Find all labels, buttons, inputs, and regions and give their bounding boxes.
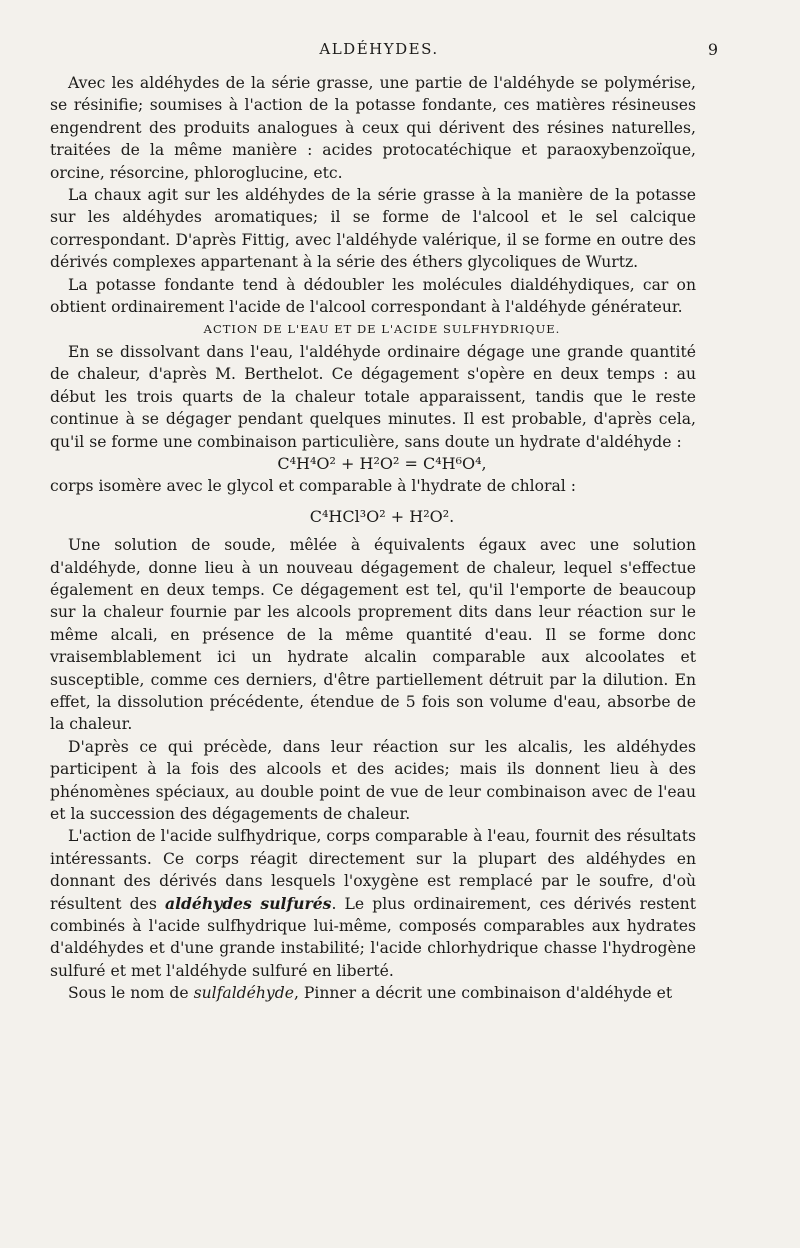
term-aldehydes-sulfures: aldéhydes sulfurés — [164, 893, 332, 913]
paragraph-9-text-a: Sous le nom de — [68, 984, 194, 1003]
page-body — [50, 72, 696, 1005]
paragraph-6: Une solution de soude, mêlée à équivalents égaux avec une solution d'aldéhyde, donne lieu à un nouveau dégagement de chaleur, lequel s'effectue également en deux temps. Ce dégagement est tel, qu'il l'emporte de beaucoup sur la chaleur fournie par les alcools proprement dits dans leur réaction sur le même alcali, en présence de la même quantité d'eau. Il se forme donc vraisemblablement ici un hydrate alcalin comparable aux alcoolates et susceptible, comme ces derniers, d'être partiellement détruit par la dilution. En effet, la dissolution précédente, étendue de 5 fois son volume d'eau, absorbe de la chaleur. — [50, 536, 696, 734]
page-number: 9 — [707, 40, 718, 59]
term-sulfaldehyde: sulfaldéhyde — [193, 984, 294, 1003]
formula-chloral-hydrate: C⁴HCl³O² + H²O². — [309, 506, 455, 526]
paragraph-8-text-b: . Le plus ordinairement, ces dérivés restent combinés à l'acide sulfhydrique lui-même, composés comparables aux hydrates d'aldéhydes et d'une grande instabilité; l'acide chlorhydrique chasse l'hydrogène sulfuré et met l'aldéhyde sulfuré en liberté. — [50, 894, 696, 980]
page-header — [50, 40, 718, 64]
section-heading: ACTION DE L'EAU ET DE L'ACIDE SULFHYDRIQUE. — [203, 322, 561, 337]
paragraph-7: D'après ce qui précède, dans leur réaction sur les alcalis, les aldéhydes participent à la fois des alcools et des acides; mais ils donnent lieu à des phénomènes spéciaux, au double point de vue de leur combinaison avec de l'eau et la succession des dégagements de chaleur. — [50, 737, 696, 823]
paragraph-3: La potasse fondante tend à dédoubler les molécules dialdéhydiques, car on obtient ordinairement l'acide de l'alcool correspondant à l'aldéhyde générateur. — [50, 275, 696, 317]
paragraph-4: En se dissolvant dans l'eau, l'aldéhyde ordinaire dégage une grande quantité de chaleur, d'après M. Berthelot. Ce dégagement s'opère en deux temps : au début les trois quarts de la chaleur totale apparaissent, tandis que le reste continue à se dégager pendant quelques minutes. Il est probable, d'après cela, qu'il se forme une combinaison particulière, sans doute un hydrate d'aldéhyde : — [50, 342, 696, 451]
formula-aldehyde-hydrate: C⁴H⁴O² + H²O² = C⁴H⁶O⁴, — [277, 453, 487, 473]
paragraph-8-text-a: L'action de l'acide sulfhydrique, corps comparable à l'eau, fournit des résultats intéressants. Ce corps réagit directement sur la plupart des aldéhydes en donnant des dérivés dans lesquels l'oxygène est remplacé par le soufre, d'où résultent des — [50, 827, 696, 913]
paragraph-8 — [50, 825, 696, 982]
paragraph-9-text-b: , Pinner a décrit une combinaison d'aldéhyde et — [293, 984, 673, 1003]
paragraph-9 — [50, 982, 696, 1004]
running-title: ALDÉHYDES. — [319, 40, 439, 58]
paragraph-1: Avec les aldéhydes de la série grasse, une partie de l'aldéhyde se polymérise, se résinifie; soumises à l'action de la potasse fondante, ces matières résineuses engendrent des produits analogues à ceux qui dérivent des résines naturelles, traitées de la même manière : acides protocatéchique et paraoxybenzoïque, orcine, résorcine, phloroglucine, etc. — [50, 74, 696, 182]
paragraph-5: corps isomère avec le glycol et comparable à l'hydrate de chloral : — [50, 477, 576, 496]
paragraph-2: La chaux agit sur les aldéhydes de la série grasse à la manière de la potasse sur les aldéhydes aromatiques; il se forme de l'alcool et le sel calcique correspondant. D'après Fittig, avec l'aldéhyde valérique, il se forme en outre des dérivés complexes appartenant à la série des éthers glycoliques de Wurtz. — [50, 186, 696, 272]
